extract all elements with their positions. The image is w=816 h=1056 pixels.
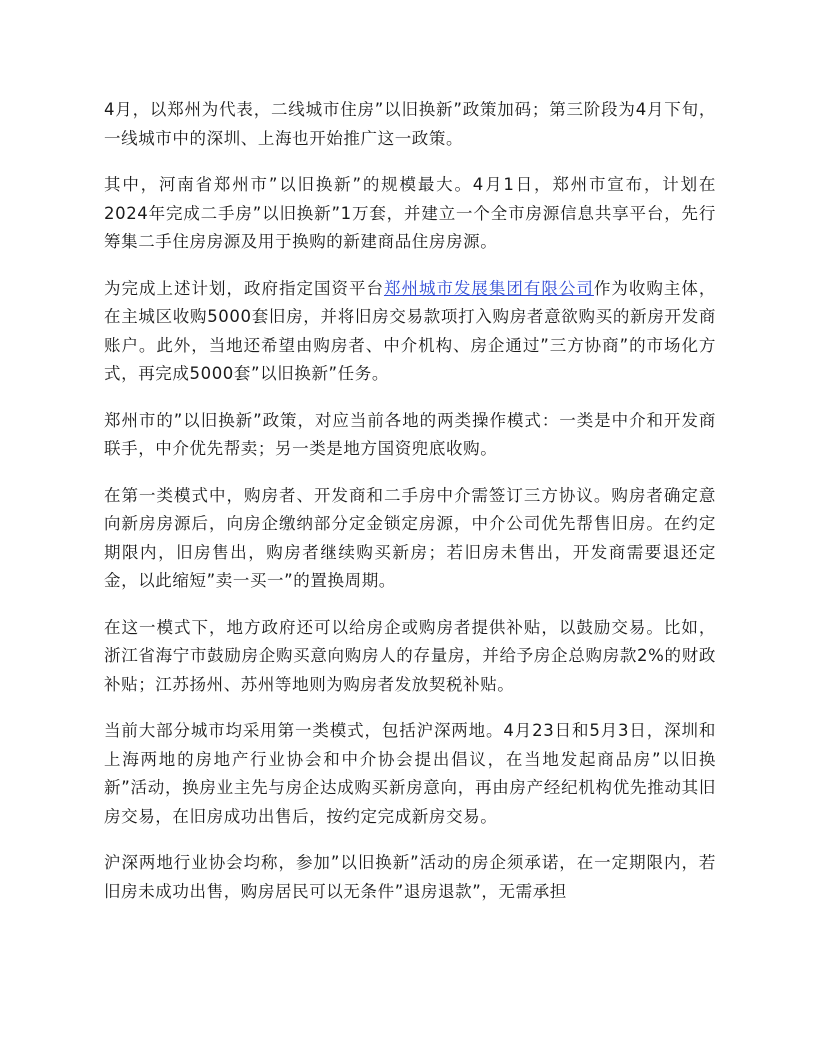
paragraph-3-before-link: 为完成上述计划，政府指定国资平台	[104, 278, 384, 298]
paragraph-3	[104, 275, 716, 389]
paragraph-6: 在这一模式下，地方政府还可以给房企或购房者提供补贴，以鼓励交易。比如，浙江省海宁市鼓励房企购买意向购房人的存量房，并给予房企总购房款2%的财政补贴；江苏扬州、苏州等地则为购房者发放契税补贴。	[104, 617, 716, 694]
paragraph-4: 郑州市的”以旧换新”政策，对应当前各地的两类操作模式：一类是中介和开发商联手，中介优先帮卖；另一类是地方国资兜底收购。	[104, 410, 716, 458]
paragraph-5: 在第一类模式中，购房者、开发商和二手房中介需签订三方协议。购房者确定意向新房房源后，向房企缴纳部分定金锁定房源，中介公司优先帮售旧房。在约定期限内，旧房售出，购房者继续购买新房；若旧房未售出，开发商需要退还定金，以此缩短”卖一买一”的置换周期。	[104, 485, 716, 590]
paragraph-7: 当前大部分城市均采用第一类模式，包括沪深两地。4月23日和5月3日，深圳和上海两地的房地产行业协会和中介协会提出倡议，在当地发起商品房”以旧换新”活动，换房业主先与房企达成购买新房意向，再由房产经纪机构优先推动其旧房交易，在旧房成功出售后，按约定完成新房交易。	[104, 721, 716, 826]
paragraph-8: 沪深两地行业协会均称，参加”以旧换新”活动的房企须承诺，在一定期限内，若旧房未成功出售，购房居民可以无条件”退房退款”，无需承担	[104, 853, 716, 901]
company-link[interactable]: 郑州城市发展集团有限公司	[383, 278, 594, 298]
document-body	[104, 96, 716, 924]
paragraph-2: 其中，河南省郑州市”以旧换新”的规模最大。4月1日，郑州市宣布，计划在2024年完成二手房”以旧换新”1万套，并建立一个全市房源信息共享平台，先行筹集二手住房房源及用于换购的新建商品住房房源。	[104, 175, 716, 251]
paragraph-1: 4月，以郑州为代表，二线城市住房”以旧换新”政策加码；第三阶段为4月下旬，一线城市中的深圳、上海也开始推广这一政策。	[104, 100, 716, 148]
paragraph-3-after-link: 作为收购主体，在主城区收购5000套旧房，并将旧房交易款项打入购房者意欲购买的新房开发商账户。此外，当地还希望由购房者、中介机构、房企通过”三方协商”的市场化方式，再完成5000套”以旧换新”任务。	[104, 278, 717, 383]
